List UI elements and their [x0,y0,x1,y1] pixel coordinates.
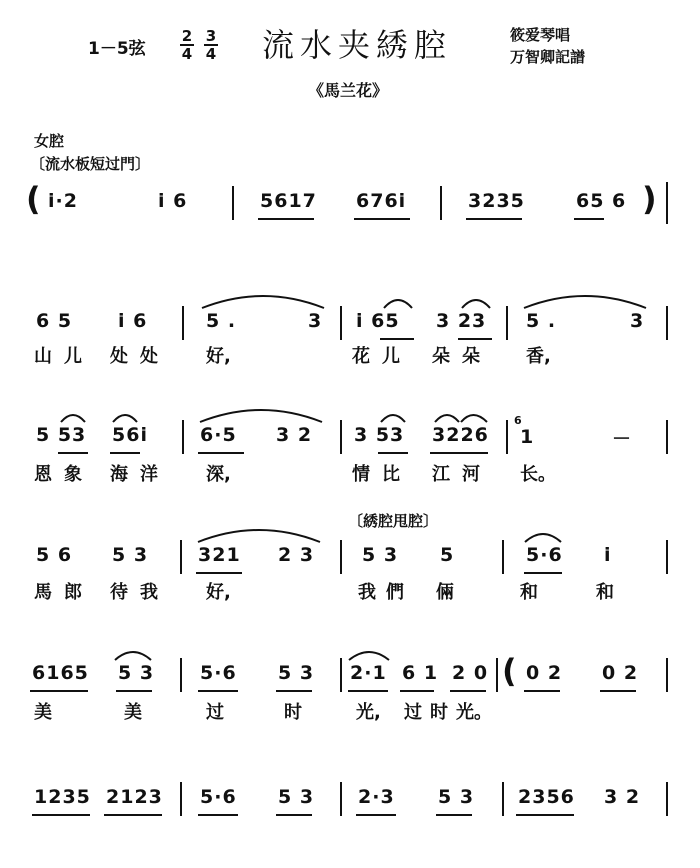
lyric: 比 [382,464,400,485]
lyric: 时 [430,702,448,723]
note-group: 3226 [432,424,489,446]
repeat-open-paren: ( [26,180,41,218]
beam-underline [348,690,388,692]
beam-underline [258,218,314,220]
note-group: 5 3 [112,544,149,566]
bar-line [502,782,504,816]
beam-underline [400,690,434,692]
beam-underline [32,814,90,816]
beam-underline [450,690,486,692]
note-group: 5 3 [278,786,315,808]
lyric: 山 [34,346,52,367]
lyric: 待 [110,582,128,603]
bar-line [182,420,184,454]
note-group: 321 [198,544,241,566]
beam-underline [354,218,410,220]
slur-arc [522,526,564,544]
lyric: 处 [140,346,158,367]
note-group: i·2 [48,190,78,212]
beam-underline [356,814,396,816]
lyric: 河 [462,464,480,485]
meter-denominator: 4 [181,45,193,63]
note-group: 2·3 [358,786,395,808]
lyric: 香, [526,346,551,367]
slur-arc [198,290,328,310]
score-row-1 [0,178,700,258]
meter-numerator: 3 [205,27,217,45]
lyric: 深, [206,464,231,485]
bar-line [666,182,668,224]
beam-underline [276,814,312,816]
slur-arc [520,290,650,310]
note-group: 0 2 [526,662,563,684]
lyric: 花 [352,346,370,367]
beam-underline [276,690,312,692]
lyric: 朵 [432,346,450,367]
note-group: 5·6 [200,786,237,808]
string-tuning: 1－5弦 [88,39,146,59]
note-group: i 6 [158,190,188,212]
lyric: 光, [356,702,381,723]
beam-underline [516,814,574,816]
lyric: 恩 [34,464,52,485]
beam-underline [196,572,242,574]
lyric: 郎 [64,582,82,603]
note-group: 5 3 [278,662,315,684]
beam-underline [524,572,562,574]
bar-line [340,306,342,340]
bar-line [666,658,668,692]
note-group: 3 [630,310,645,332]
note-group: 5 53 [36,424,87,446]
score-row-6 [0,766,700,846]
bar-line [232,186,234,220]
note-group: 5617 [260,190,317,212]
lyric: 馬 [34,582,52,603]
beam-underline [466,218,522,220]
lyric: 朵 [462,346,480,367]
lyric: 儿 [64,346,82,367]
bar-line [440,186,442,220]
note-group: 5 [440,544,455,566]
repeat-close-paren: ) [642,180,657,218]
lyric: 好, [206,582,231,603]
slur-arc [458,290,494,310]
beam-underline [30,690,88,692]
bar-line [502,540,504,574]
repeat-open-paren: ( [502,652,517,690]
bar-line [340,420,342,454]
note-group: 65 6 [576,190,627,212]
note-group: 3 23 [436,310,487,332]
lyric: 倆 [436,582,454,603]
score-row-5 [0,642,700,722]
beam-underline [600,690,636,692]
intro-label: 〔流水板短过門〕 [30,155,151,173]
lyric: 海 [110,464,128,485]
bar-line [340,540,342,574]
score-row-3 [0,404,700,484]
bar-line [180,782,182,816]
note-group: 3 53 [354,424,405,446]
beam-underline [58,452,88,454]
lyric: 长。 [520,464,556,485]
lyric: 光。 [456,702,492,723]
bar-line [666,782,668,816]
meter-two-four [180,28,194,62]
lyric: 江 [432,464,450,485]
note-group: 676i [356,190,407,212]
lyric: 和 [596,582,614,603]
note-group: 5 3 [118,662,155,684]
voice-label: 女腔 [34,132,65,150]
note-group: i [604,544,612,566]
lyric: 过 [206,702,224,723]
lyric: 美 [34,702,52,723]
note-group: i 65 [356,310,400,332]
note-group: 1 [520,426,535,448]
ornament-label: 〔綉腔甩腔〕 [348,512,439,530]
bar-line [340,782,342,816]
note-group: 2·1 [350,662,387,684]
bar-line [506,306,508,340]
note-group: 5 . [206,310,237,332]
meter-numerator: 2 [181,27,193,45]
note-group: 2 3 [278,544,315,566]
beam-underline [574,218,604,220]
note-group: 2356 [518,786,575,808]
beam-underline [380,338,414,340]
meter-three-four [204,28,218,62]
beam-underline [524,690,560,692]
note-group: 5·6 [526,544,563,566]
beam-underline [116,690,152,692]
grace-note: 6 [514,414,522,427]
note-group: 5 3 [362,544,399,566]
lyric: 象 [64,464,82,485]
bar-line [340,658,342,692]
lyric: 們 [386,582,404,603]
singer-credit: 筱爱琴唱 [510,26,571,44]
score-row-2 [0,290,700,370]
note-group: 5·6 [200,662,237,684]
lyric: 好, [206,346,231,367]
bar-line [666,306,668,340]
slur-arc [194,524,324,544]
note-group: 2123 [106,786,163,808]
lyric: 我 [358,582,376,603]
note-group: 6 5 [36,310,73,332]
note-group: 6165 [32,662,89,684]
slur-arc [346,644,392,662]
slur-arc [432,406,490,424]
lyric: 我 [140,582,158,603]
beam-underline [104,814,162,816]
lyric: 美 [124,702,142,723]
note-group: 2 0 [452,662,489,684]
beam-underline [458,338,492,340]
note-group: i 6 [118,310,148,332]
note-group: 56i [112,424,148,446]
beam-underline [436,814,472,816]
opera-name: 《馬兰花》 [308,81,389,100]
slur-arc [196,404,326,424]
beam-underline [198,690,238,692]
bar-line [666,420,668,454]
bar-line [180,658,182,692]
sustain-dash: － [612,428,633,450]
slur-arc [112,644,154,662]
slur-arc [380,290,416,310]
lyric: 时 [284,702,302,723]
lyric: 情 [352,464,370,485]
note-group: 1235 [34,786,91,808]
song-title: 流水夹綉腔 [262,26,453,64]
lyric: 洋 [140,464,158,485]
bar-line [182,306,184,340]
note-group: 6 1 [402,662,439,684]
lyric: 和 [520,582,538,603]
bar-line [496,658,498,692]
transcriber-credit: 万智卿記譜 [510,48,586,66]
note-group: 0 2 [602,662,639,684]
lyric: 处 [110,346,128,367]
note-group: 5 . [526,310,557,332]
beam-underline [198,814,238,816]
beam-underline [198,452,244,454]
note-group: 3 2 [276,424,313,446]
note-group: 3235 [468,190,525,212]
meter-denominator: 4 [205,45,217,63]
score-row-4 [0,524,700,604]
note-group: 3 2 [604,786,641,808]
slur-arc [58,406,88,424]
slur-arc [378,406,408,424]
bar-line [180,540,182,574]
beam-underline [378,452,408,454]
lyric: 儿 [382,346,400,367]
beam-underline [430,452,488,454]
beam-underline [110,452,140,454]
slur-arc [110,406,140,424]
note-group: 5 3 [438,786,475,808]
note-group: 5 6 [36,544,73,566]
lyric: 过 [404,702,422,723]
bar-line [666,540,668,574]
note-group: 3 [308,310,323,332]
bar-line [506,420,508,454]
note-group: 6·5 [200,424,237,446]
